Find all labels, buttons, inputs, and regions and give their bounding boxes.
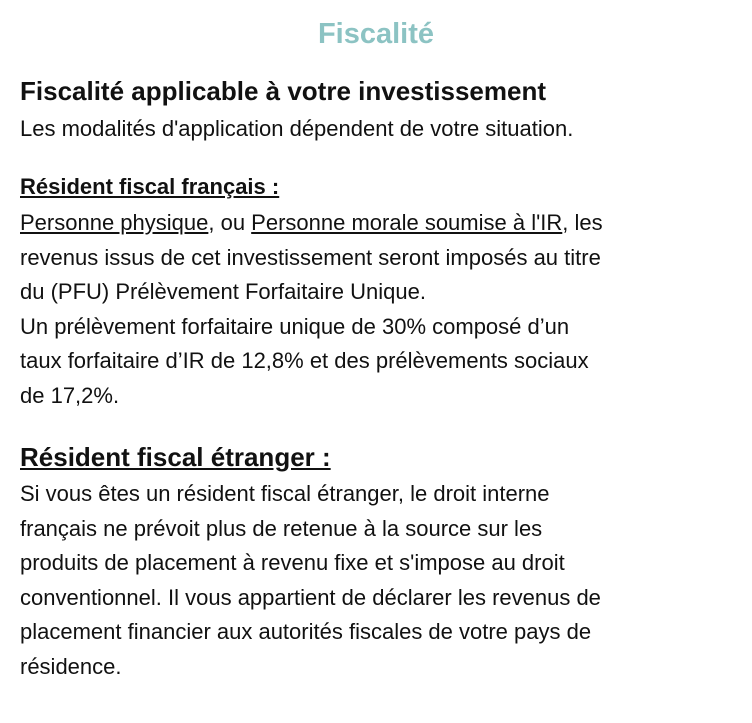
text-line [20,206,738,241]
text-line: résidence. [20,653,122,679]
personne-physique-link[interactable]: Personne physique [20,210,209,235]
text-line: placement financier aux autorités fiscales de votre pays de [20,619,592,644]
line-continuation: , les [562,210,603,235]
text-line: Si vous êtes un résident fiscal étranger, le droit interne [20,481,550,506]
personne-morale-link[interactable]: Personne morale soumise à l'IR [251,210,563,235]
resident-francais-text [20,206,738,413]
section-heading-investissement: Fiscalité applicable à votre investissement [20,76,547,106]
text-line: du (PFU) Prélèvement Forfaitaire Unique. [20,279,426,304]
text-line: produits de placement à revenu fixe et s'impose au droit [20,550,565,575]
text-line: Un prélèvement forfaitaire unique de 30% composé d’un [20,313,570,339]
resident-etranger-text [20,477,738,684]
heading-resident-etranger: Résident fiscal étranger : [20,442,331,472]
text-line: revenus issus de cet investissement seront imposés au titre [20,244,601,270]
intro-text: Les modalités d'application dépendent de votre situation. [20,116,574,141]
page-title: Fiscalité [317,18,435,50]
text-line: taux forfaitaire d’IR de 12,8% et des prélèvements sociaux [20,348,589,373]
text-line: conventionnel. Il vous appartient de déclarer les revenus de [20,584,601,610]
separator-ou: , ou [208,210,252,235]
text-line: français ne prévoit plus de retenue à la source sur les [20,515,543,541]
text-line: de 17,2%. [20,382,120,408]
heading-resident-francais: Résident fiscal français : [20,174,280,199]
